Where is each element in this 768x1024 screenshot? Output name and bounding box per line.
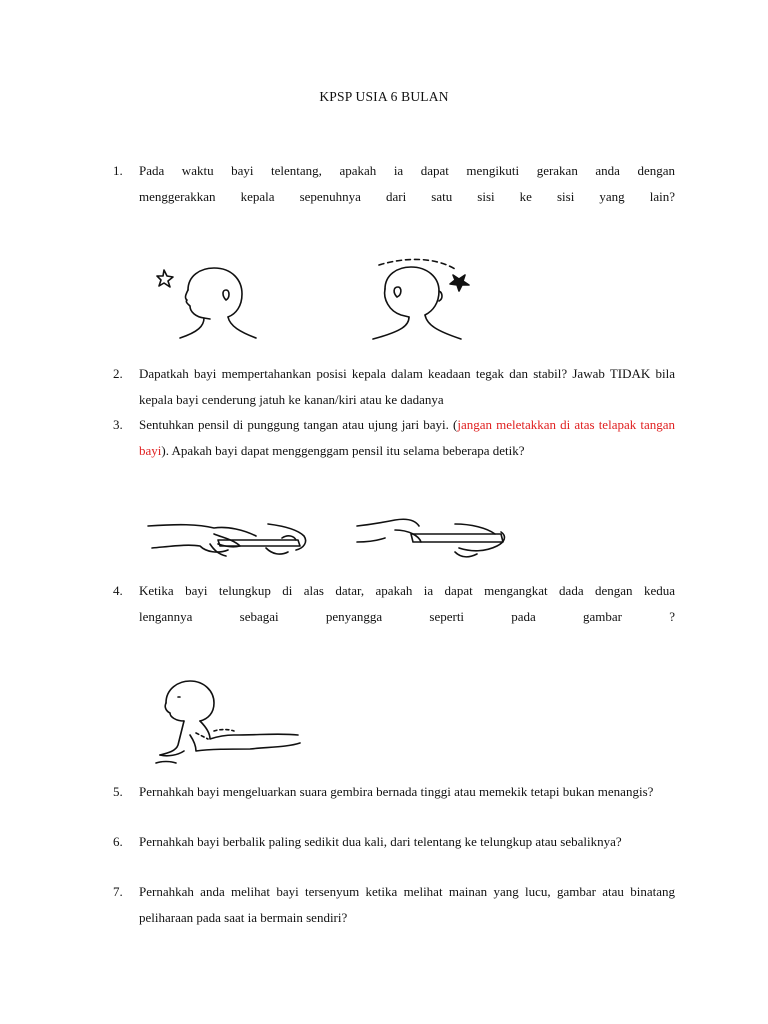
question-text: Pada waktu bayi telentang, apakah ia dapat mengikuti gerakan anda dengan menggerakkan kepala sepenuhnya dari satu sisi ke sisi yang lain? bbox=[139, 163, 675, 204]
question-number: 6. bbox=[113, 834, 123, 849]
question-text: Pernahkah anda melihat bayi tersenyum ketika melihat mainan yang lucu, gambar atau binatang peliharaan pada saat ia bermain sendiri? bbox=[139, 884, 675, 925]
page-title: KPSP USIA 6 BULAN bbox=[319, 89, 449, 104]
question-2 bbox=[113, 361, 675, 413]
question-3 bbox=[113, 412, 675, 464]
question-number: 7. bbox=[113, 884, 123, 899]
question-4 bbox=[113, 578, 675, 630]
question-7 bbox=[113, 879, 675, 931]
question-number: 2. bbox=[113, 366, 123, 381]
question-text: Pernahkah bayi mengeluarkan suara gembira bernada tinggi atau memekik tetapi bukan menangis? bbox=[139, 784, 654, 799]
question-5 bbox=[113, 779, 675, 805]
baby-head-facing-left-icon bbox=[158, 262, 268, 342]
question-number: 5. bbox=[113, 784, 123, 799]
question-number: 3. bbox=[113, 417, 123, 432]
question-number: 4. bbox=[113, 583, 123, 598]
hand-touching-pencil-icon bbox=[148, 516, 318, 566]
question-6 bbox=[113, 829, 675, 855]
question-number: 1. bbox=[113, 163, 123, 178]
question-text: Sentuhkan pensil di punggung tangan atau ujung jari bayi. (jangan meletakkan di atas telapak tangan bayi). Apakah bayi dapat menggenggam pensil itu selama beberapa detik? bbox=[139, 417, 676, 458]
question-text: Pernahkah bayi berbalik paling sedikit dua kali, dari telentang ke telungkup atau sebaliknya? bbox=[139, 834, 622, 849]
baby-prone-chest-lifted-icon bbox=[150, 677, 310, 769]
question-text: Dapatkah bayi mempertahankan posisi kepala dalam keadaan tegak dan stabil? Jawab TIDAK bila kepala bayi cenderung jatuh ke kanan/kiri atau ke dadanya bbox=[139, 366, 675, 407]
question-text: Ketika bayi telungkup di alas datar, apakah ia dapat mengangkat dada dengan kedua lengannya sebagai penyangga seperti pada gambar ? bbox=[139, 583, 675, 624]
question-1 bbox=[113, 158, 675, 210]
baby-head-turned-right-icon bbox=[365, 255, 485, 343]
warning-text: jangan meletakkan di atas telapak tangan bayi bbox=[139, 417, 676, 458]
hand-grasping-pencil-icon bbox=[355, 512, 515, 564]
